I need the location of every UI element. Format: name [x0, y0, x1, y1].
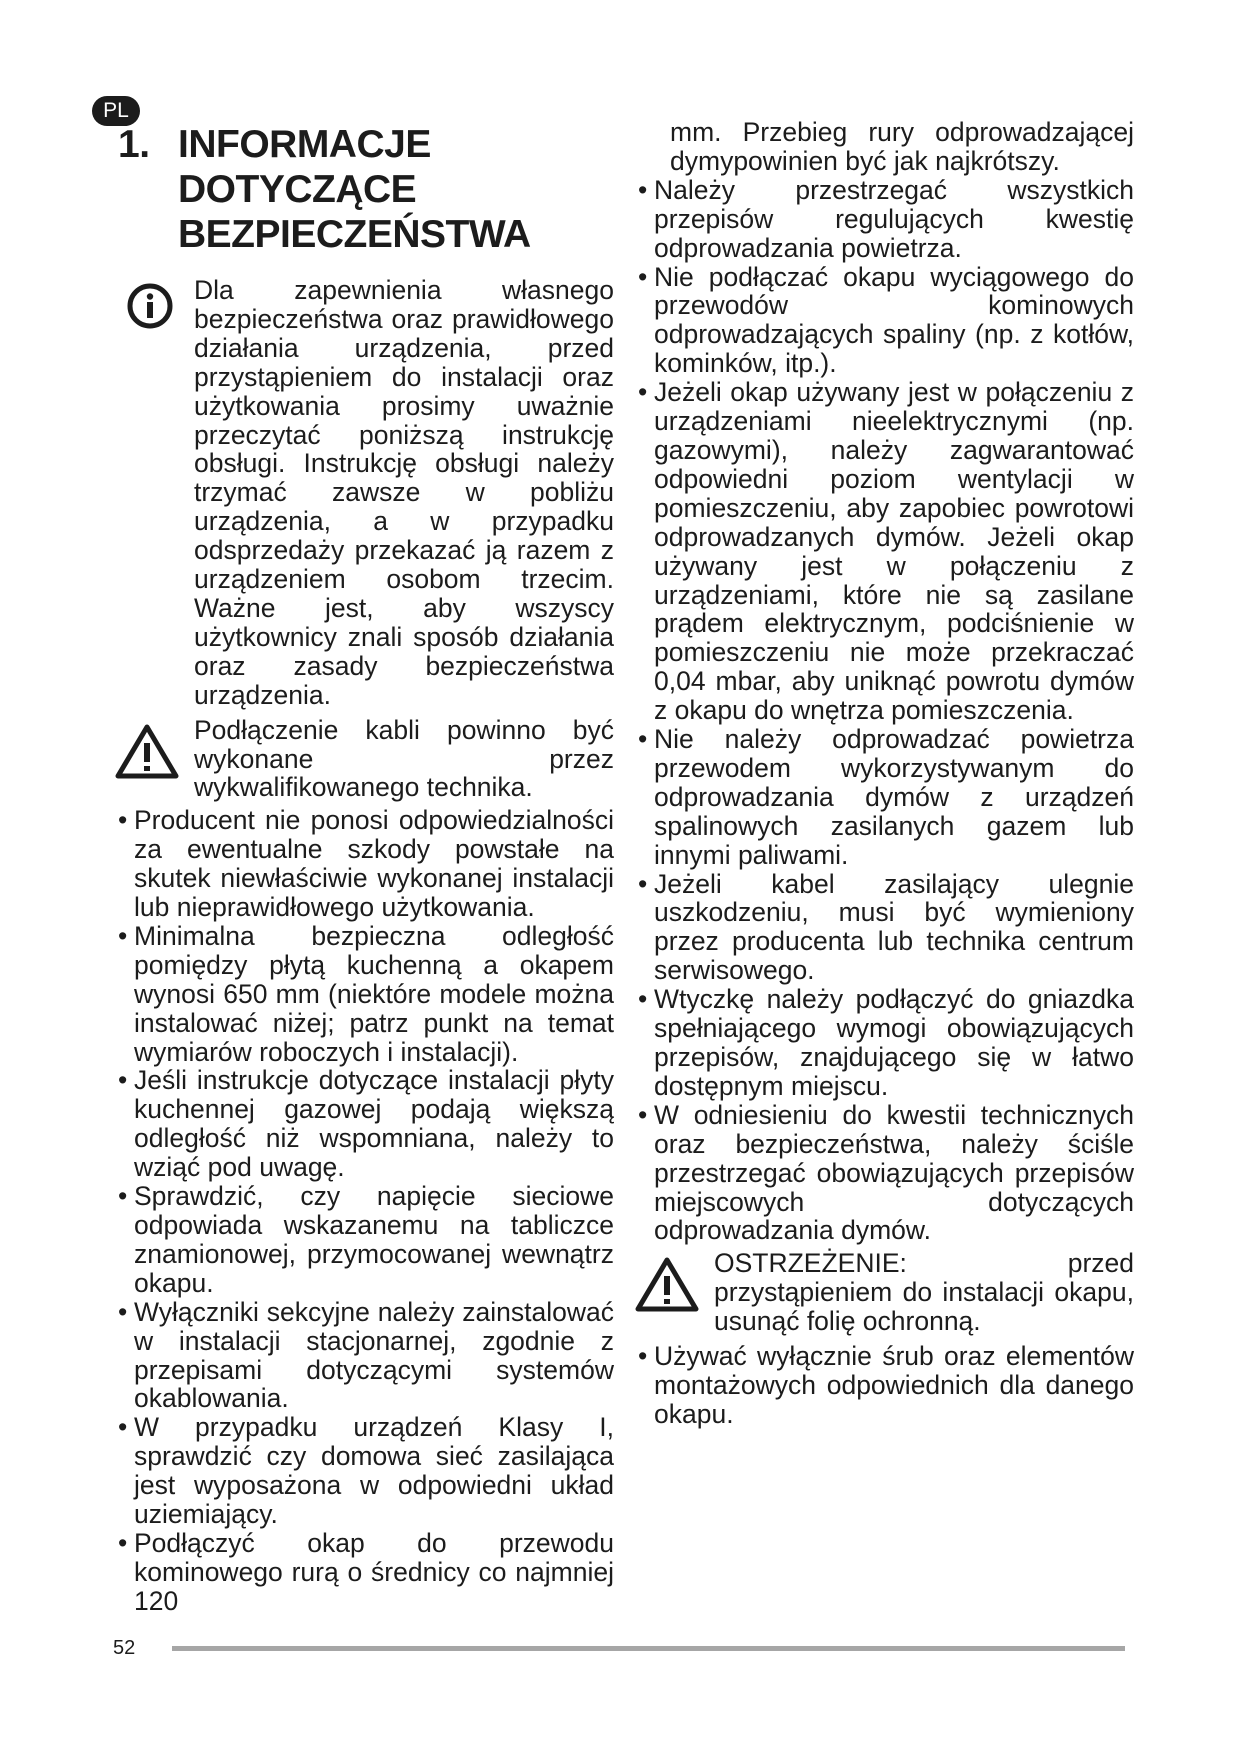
right-bullet-list [638, 176, 1134, 1246]
list-item: • Wyłączniki sekcyjne należy zainstalować w instalacji stacjonarnej, zgodnie z przepisami dotyczącymi systemów okablowania. [118, 1298, 614, 1414]
title-line-2: DOTYCZĄCE [178, 168, 417, 211]
list-item: • Podłączyć okap do przewodu kominowego rurą o średnicy co najmniej 120 [118, 1529, 614, 1616]
list-item: • W odniesieniu do kwestii technicznych oraz bezpieczeństwa, należy ściśle przestrzegać obowiązujących przepisów miejscowych dotyczących odprowadzania dymów. [638, 1101, 1134, 1246]
title-line-1: INFORMACJE [178, 123, 431, 166]
list-item: • Sprawdzić, czy napięcie sieciowe odpowiada wskazanemu na tabliczce znamionowej, przymocowanej wewnątrz okapu. [118, 1182, 614, 1298]
list-item: • Należy przestrzegać wszystkich przepisów regulujących kwestię odprowadzania powietrza. [638, 176, 1134, 263]
list-item: • Nie należy odprowadzać powietrza przewodem wykorzystywanym do odprowadzania dymów z urządzeń spalinowych zasilanych gazem lub innymi paliwami. [638, 725, 1134, 870]
list-item: • Jeśli instrukcje dotyczące instalacji płyty kuchennej gazowej podają większą odległość niż wspomniana, należy to wziąć pod uwagę. [118, 1066, 614, 1182]
page-number: 52 [113, 1637, 136, 1659]
installation-warning-notice [638, 1249, 1134, 1336]
continued-text: mm. Przebieg rury odprowadzającej dymypowinien być jak najkrótszy. [670, 117, 1134, 176]
warning-icon [634, 1255, 700, 1319]
footer-divider [172, 1646, 1125, 1651]
warning-notice-text: Podłączenie kabli powinno być wykonane przez wykwalifikowanego technika. [194, 714, 614, 803]
list-item: • Nie podłączać okapu wyciągowego do przewodów kominowych odprowadzających spaliny (np. z kotłów, kominków, itp.). [638, 263, 1134, 379]
section-number: 1. [118, 123, 150, 166]
info-notice-text: Dla zapewnienia własnego bezpieczeństwa oraz prawidłowego działania urządzenia, przed przystąpieniem do instalacji oraz użytkowania prosimy uważnie przeczytać poniższą instrukcję obsługi. Instrukcję obsługi należy trzymać zawsze w pobliżu urządzenia, a w przypadku odsprzedaży przekazać ją razem z urządzeniem osobom trzecim. Ważne jest, aby wszyscy użytkownicy znali sposób działania oraz zasady bezpieczeństwa urządzenia. [194, 275, 614, 710]
list-item: • Jeżeli kabel zasilający ulegnie uszkodzeniu, musi być wymieniony przez producenta lub technika centrum serwisowego. [638, 870, 1134, 986]
title-line-3: BEZPIECZEŃSTWA [178, 213, 531, 256]
list-item: • Używać wyłącznie śrub oraz elementów montażowych odpowiednich dla danego okapu. [638, 1342, 1134, 1429]
right-column [638, 118, 1134, 1429]
list-item: • Producent nie ponosi odpowiedzialności za ewentualne szkody powstałe na skutek niewłaściwie wykonanej instalacji lub nieprawidłowego użytkowania. [118, 806, 614, 922]
language-badge: PL [92, 96, 140, 126]
final-bullet-list [638, 1342, 1134, 1429]
info-icon [126, 282, 174, 336]
installation-warning-text: OSTRZEŻENIE: przed przystąpieniem do instalacji okapu, usunąć folię ochronną. [714, 1248, 1134, 1337]
warning-icon [114, 722, 180, 786]
list-item: • Wtyczkę należy podłączyć do gniazdka spełniającego wymogi obowiązujących przepisów, znajdującego się w łatwo dostępnym miejscu. [638, 985, 1134, 1101]
page-title [118, 122, 618, 257]
left-bullet-list [118, 806, 614, 1615]
info-notice [118, 276, 614, 710]
warning-notice [118, 716, 614, 803]
list-item: • Jeżeli okap używany jest w połączeniu z urządzeniami nieelektrycznymi (np. gazowymi), należy zagwarantować odpowiedni poziom wentylacji w pomieszczeniu, aby zapobiec powrotowi odprowadzanych dymów. Jeżeli okap używany jest w połączeniu z urządzeniami, które nie są zasilane prądem elektrycznym, podciśnienie w pomieszczeniu nie może przekraczać 0,04 mbar, aby uniknąć powrotu dymów z okapu do wnętrza pomieszczenia. [638, 378, 1134, 725]
left-column [118, 276, 614, 1616]
list-item: • W przypadku urządzeń Klasy I, sprawdzić czy domowa sieć zasilająca jest wyposażona w odpowiedni układ uziemiający. [118, 1413, 614, 1529]
list-item: • Minimalna bezpieczna odległość pomiędzy płytą kuchenną a okapem wynosi 650 mm (niektóre modele można instalować niżej; patrz punkt na temat wymiarów roboczych i instalacji). [118, 922, 614, 1067]
